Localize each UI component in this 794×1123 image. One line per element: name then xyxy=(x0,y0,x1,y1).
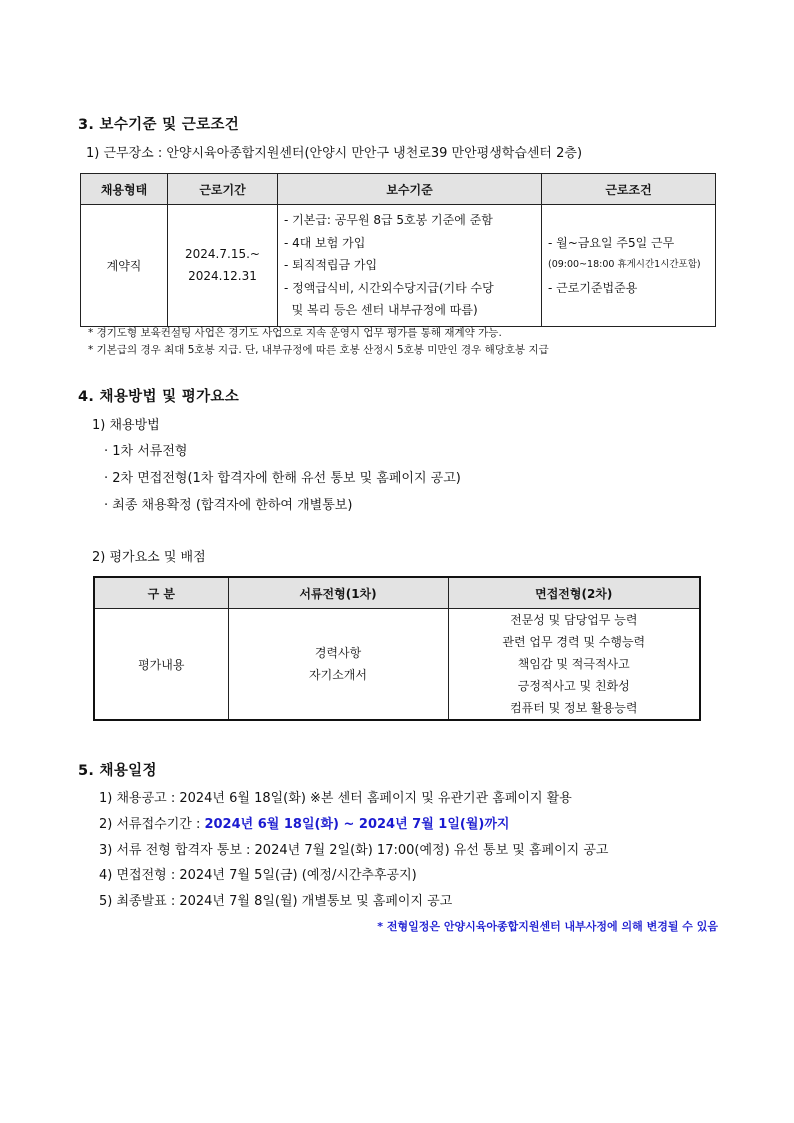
header-period: 근로기간 xyxy=(168,174,278,205)
section5-heading: 5. 채용일정 xyxy=(78,763,157,779)
employment-type: 계약직 xyxy=(106,258,142,273)
evaluation-table xyxy=(93,576,701,721)
eval-title: 2) 평가요소 및 배점 xyxy=(92,550,206,565)
interview-item: 관련 업무 경력 및 수행능력 xyxy=(502,635,646,649)
section4-heading: 4. 채용방법 및 평가요소 xyxy=(78,389,240,405)
row-label-cell xyxy=(94,609,228,721)
schedule-item: 4) 면접전형 : 2024년 7월 5일(금) (예정/시간추후공지) xyxy=(99,868,417,883)
header-interview: 면접전형(2차) xyxy=(448,577,700,609)
conditions-cell xyxy=(542,205,716,327)
employment-type-cell xyxy=(81,205,168,327)
interview-item: 긍정적사고 및 친화성 xyxy=(517,679,630,693)
pay-item: - 4대 보험 가입 xyxy=(284,235,366,250)
period-end: 2024.12.31 xyxy=(188,269,257,284)
pay-table xyxy=(80,173,716,327)
conditions-item: - 근로기준법준용 xyxy=(548,280,638,295)
schedule-item: 1) 채용공고 : 2024년 6월 18일(화) ※본 센터 홈페이지 및 유관기관 홈페이지 활용 xyxy=(99,791,572,806)
schedule-notice: * 전형일정은 안양시육아종합지원센터 내부사정에 의해 변경될 수 있음 xyxy=(377,920,718,933)
method-item: · 1차 서류전형 xyxy=(104,444,188,459)
period-start: 2024.7.15.~ xyxy=(185,247,260,262)
header-conditions: 근로조건 xyxy=(542,174,716,205)
note-line: * 경기도형 보육컨설팅 사업은 경기도 사업으로 지속 운영시 업무 평가를 통해 재계약 가능. xyxy=(88,327,502,339)
pay-item: - 기본급: 공무원 8급 5호봉 기준에 준함 xyxy=(284,213,493,227)
document-item: 경력사항 xyxy=(314,646,362,660)
interview-item: 컴퓨터 및 정보 활용능력 xyxy=(510,701,638,715)
row-label: 평가내용 xyxy=(138,657,185,672)
schedule-item-receipt xyxy=(99,813,509,832)
note-line: * 기본급의 경우 최대 5호봉 지급. 단, 내부규정에 따른 호봉 산정시 5호봉 미만인 경우 해당호봉 지급 xyxy=(88,344,549,356)
method-title: 1) 채용방법 xyxy=(92,418,160,433)
period-cell xyxy=(168,205,278,327)
method-item: · 최종 채용확정 (합격자에 한하여 개별통보) xyxy=(104,498,353,513)
document-item: 자기소개서 xyxy=(309,668,367,682)
document-items-cell xyxy=(228,609,448,721)
interview-items-cell xyxy=(448,609,700,721)
interview-item: 책임감 및 적극적사고 xyxy=(517,657,630,671)
header-category: 구 분 xyxy=(94,577,228,609)
schedule-item: 5) 최종발표 : 2024년 7월 8일(월) 개별통보 및 홈페이지 공고 xyxy=(99,894,453,909)
header-employment-type: 채용형태 xyxy=(81,174,168,205)
pay-item: - 정액급식비, 시간외수당지급(기타 수당 xyxy=(284,280,494,295)
workplace-line: 1) 근무장소 : 안양시육아종합지원센터(안양시 만안구 냉천로39 만안평생학습센터 2층) xyxy=(86,146,583,161)
section3-heading: 3. 보수기준 및 근로조건 xyxy=(78,117,240,133)
pay-cell xyxy=(278,205,542,327)
conditions-hours: (09:00~18:00 휴게시간1시간포함) xyxy=(548,259,701,270)
method-item: · 2차 면접전형(1차 합격자에 한해 유선 통보 및 홈페이지 공고) xyxy=(104,471,461,486)
receipt-period: 2024년 6월 18일(화) ~ 2024년 7월 1일(월)까지 xyxy=(204,817,510,832)
conditions-item: - 월~금요일 주5일 근무 xyxy=(548,235,675,250)
header-document: 서류전형(1차) xyxy=(228,577,448,609)
pay-item: - 퇴직적립금 가입 xyxy=(284,258,378,272)
interview-item: 전문성 및 담당업무 능력 xyxy=(510,613,638,627)
pay-item: 및 복리 등은 센터 내부규정에 따름) xyxy=(284,303,478,317)
receipt-label: 2) 서류접수기간 : xyxy=(99,817,205,832)
header-pay: 보수기준 xyxy=(278,174,542,205)
schedule-item: 3) 서류 전형 합격자 통보 : 2024년 7월 2일(화) 17:00(예정) 유선 통보 및 홈페이지 공고 xyxy=(99,843,609,858)
